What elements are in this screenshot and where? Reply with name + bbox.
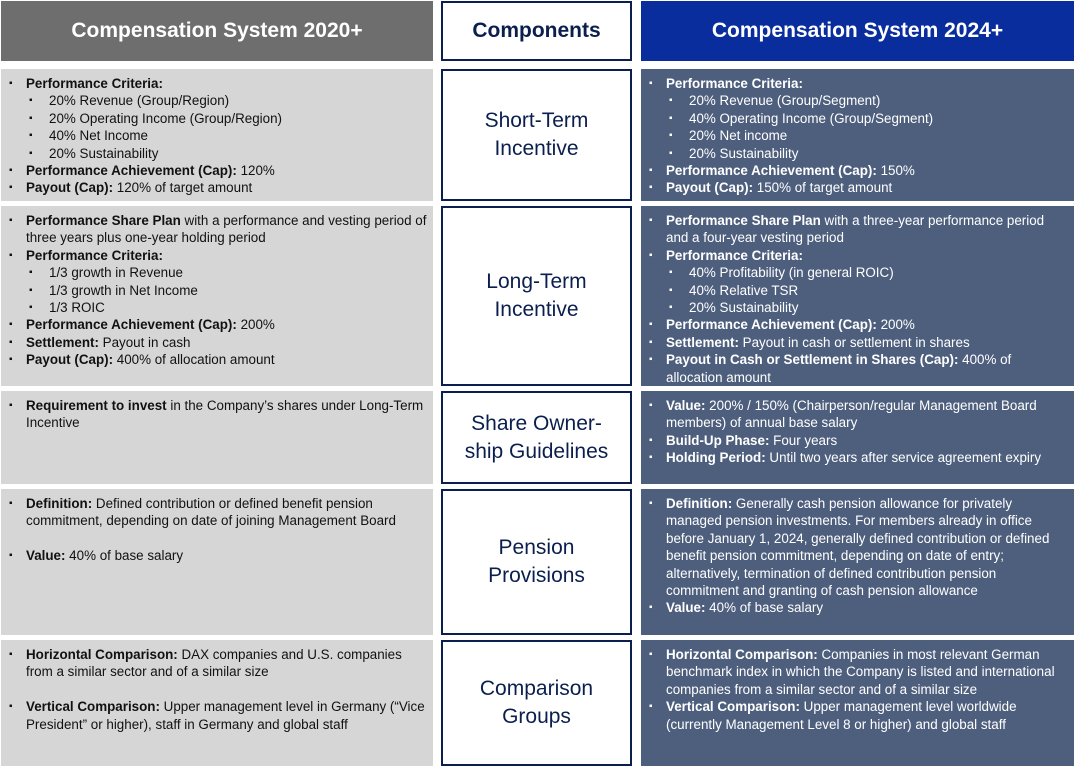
- sub-list-item: ▪ 20% Sustainability: [649, 299, 1068, 316]
- sub-list-item: ▪ 20% Revenue (Group/Region): [9, 92, 427, 109]
- sub-list-item: ▪ 1/3 growth in Net Income: [9, 282, 427, 299]
- sub-list-item: ▪ 40% Operating Income (Group/Segment): [649, 110, 1068, 127]
- list-item: ▪ Payout in Cash or Settlement in Shares (Cap): 400% of allocation amount: [649, 351, 1068, 386]
- component-share-ownership-guidelines: Share Owner- ship Guidelines: [441, 391, 632, 484]
- component-long-term-incentive: Long-Term Incentive: [441, 206, 632, 386]
- list-item: ▪ Vertical Comparison: Upper management level worldwide (currently Management Level 8 or higher) and global staff: [649, 698, 1068, 733]
- list-item: ▪ Performance Criteria:: [9, 247, 427, 264]
- list-item: ▪ Build-Up Phase: Four years: [649, 432, 1068, 449]
- sub-list-item: ▪ 20% Operating Income (Group/Region): [9, 110, 427, 127]
- sub-list-item: ▪ 20% Revenue (Group/Segment): [649, 92, 1068, 109]
- sub-list-item: ▪ 20% Sustainability: [649, 145, 1068, 162]
- sub-list-item: ▪ 40% Profitability (in general ROIC): [649, 264, 1068, 281]
- header-compensation-2020: Compensation System 2020+: [1, 1, 433, 61]
- component-pension-provisions: Pension Provisions: [441, 489, 632, 635]
- pension-2024-cell: [641, 489, 1074, 635]
- component-comparison-groups: Comparison Groups: [441, 640, 632, 766]
- comparison-2020-cell: [1, 640, 433, 766]
- list-item: ▪ Value: 40% of base salary: [649, 599, 1068, 616]
- list-item: ▪ Payout (Cap): 400% of allocation amount: [9, 351, 427, 368]
- sog-2024-cell: [641, 391, 1074, 484]
- list-item: ▪ Vertical Comparison: Upper management level in Germany (“Vice President” or higher), staff in Germany and global staff: [9, 698, 427, 733]
- sub-list-item: ▪ 20% Sustainability: [9, 145, 427, 162]
- list-item: ▪ Value: 40% of base salary: [9, 547, 427, 564]
- sub-list-item: ▪ 40% Relative TSR: [649, 282, 1068, 299]
- list-item: ▪ Performance Criteria:: [649, 247, 1068, 264]
- list-item: ▪ Settlement: Payout in cash: [9, 334, 427, 351]
- list-item: ▪ Performance Achievement (Cap): 150%: [649, 162, 1068, 179]
- list-item: ▪ Performance Criteria:: [649, 75, 1068, 92]
- list-item: ▪ Performance Criteria:: [9, 75, 427, 92]
- header-components: Components: [441, 1, 632, 61]
- lti-2024-cell: [641, 206, 1074, 386]
- sub-list-item: ▪ 1/3 ROIC: [9, 299, 427, 316]
- sub-list-item: ▪ 1/3 growth in Revenue: [9, 264, 427, 281]
- list-item: ▪ Performance Achievement (Cap): 120%: [9, 162, 427, 179]
- component-short-term-incentive: Short-Term Incentive: [441, 69, 632, 201]
- list-item: ▪ Performance Achievement (Cap): 200%: [649, 316, 1068, 333]
- list-item: ▪ Requirement to invest in the Company’s shares under Long-Term Incentive: [9, 397, 427, 432]
- comparison-2024-cell: [641, 640, 1074, 766]
- list-item: ▪ Performance Share Plan with a performance and vesting period of three years plus one-year holding period: [9, 212, 427, 247]
- list-item: ▪ Definition: Generally cash pension allowance for privately managed pension investments. For members already in office before January 1, 2024, generally defined contribution or defined benefit pension commitment, depending on date of entry; alternatively, termination of defined contribution pension commitment and granting of cash pension allowance: [649, 495, 1068, 599]
- sog-2020-cell: [1, 391, 433, 484]
- list-item: ▪ Settlement: Payout in cash or settlement in shares: [649, 334, 1068, 351]
- list-item: ▪ Definition: Defined contribution or defined benefit pension commitment, depending on date of joining Management Board: [9, 495, 427, 530]
- sti-2020-cell: [1, 69, 433, 201]
- sub-list-item: ▪ 20% Net income: [649, 127, 1068, 144]
- list-item: ▪ Horizontal Comparison: DAX companies and U.S. companies from a similar sector and of a similar size: [9, 646, 427, 681]
- list-item: ▪ Horizontal Comparison: Companies in most relevant German benchmark index in which the Company is listed and international companies from a similar sector and of a similar size: [649, 646, 1068, 698]
- list-item: ▪ Value: 200% / 150% (Chairperson/regular Management Board members) of annual base salary: [649, 397, 1068, 432]
- list-item: ▪ Payout (Cap): 150% of target amount: [649, 179, 1068, 196]
- sub-list-item: ▪ 40% Net Income: [9, 127, 427, 144]
- pension-2020-cell: [1, 489, 433, 635]
- header-compensation-2024: Compensation System 2024+: [641, 1, 1074, 61]
- list-item: ▪ Payout (Cap): 120% of target amount: [9, 179, 427, 196]
- list-item: ▪ Performance Achievement (Cap): 200%: [9, 316, 427, 333]
- sti-2024-cell: [641, 69, 1074, 201]
- lti-2020-cell: [1, 206, 433, 386]
- list-item: ▪ Performance Share Plan with a three-year performance period and a four-year vesting period: [649, 212, 1068, 247]
- list-item: ▪ Holding Period: Until two years after service agreement expiry: [649, 449, 1068, 466]
